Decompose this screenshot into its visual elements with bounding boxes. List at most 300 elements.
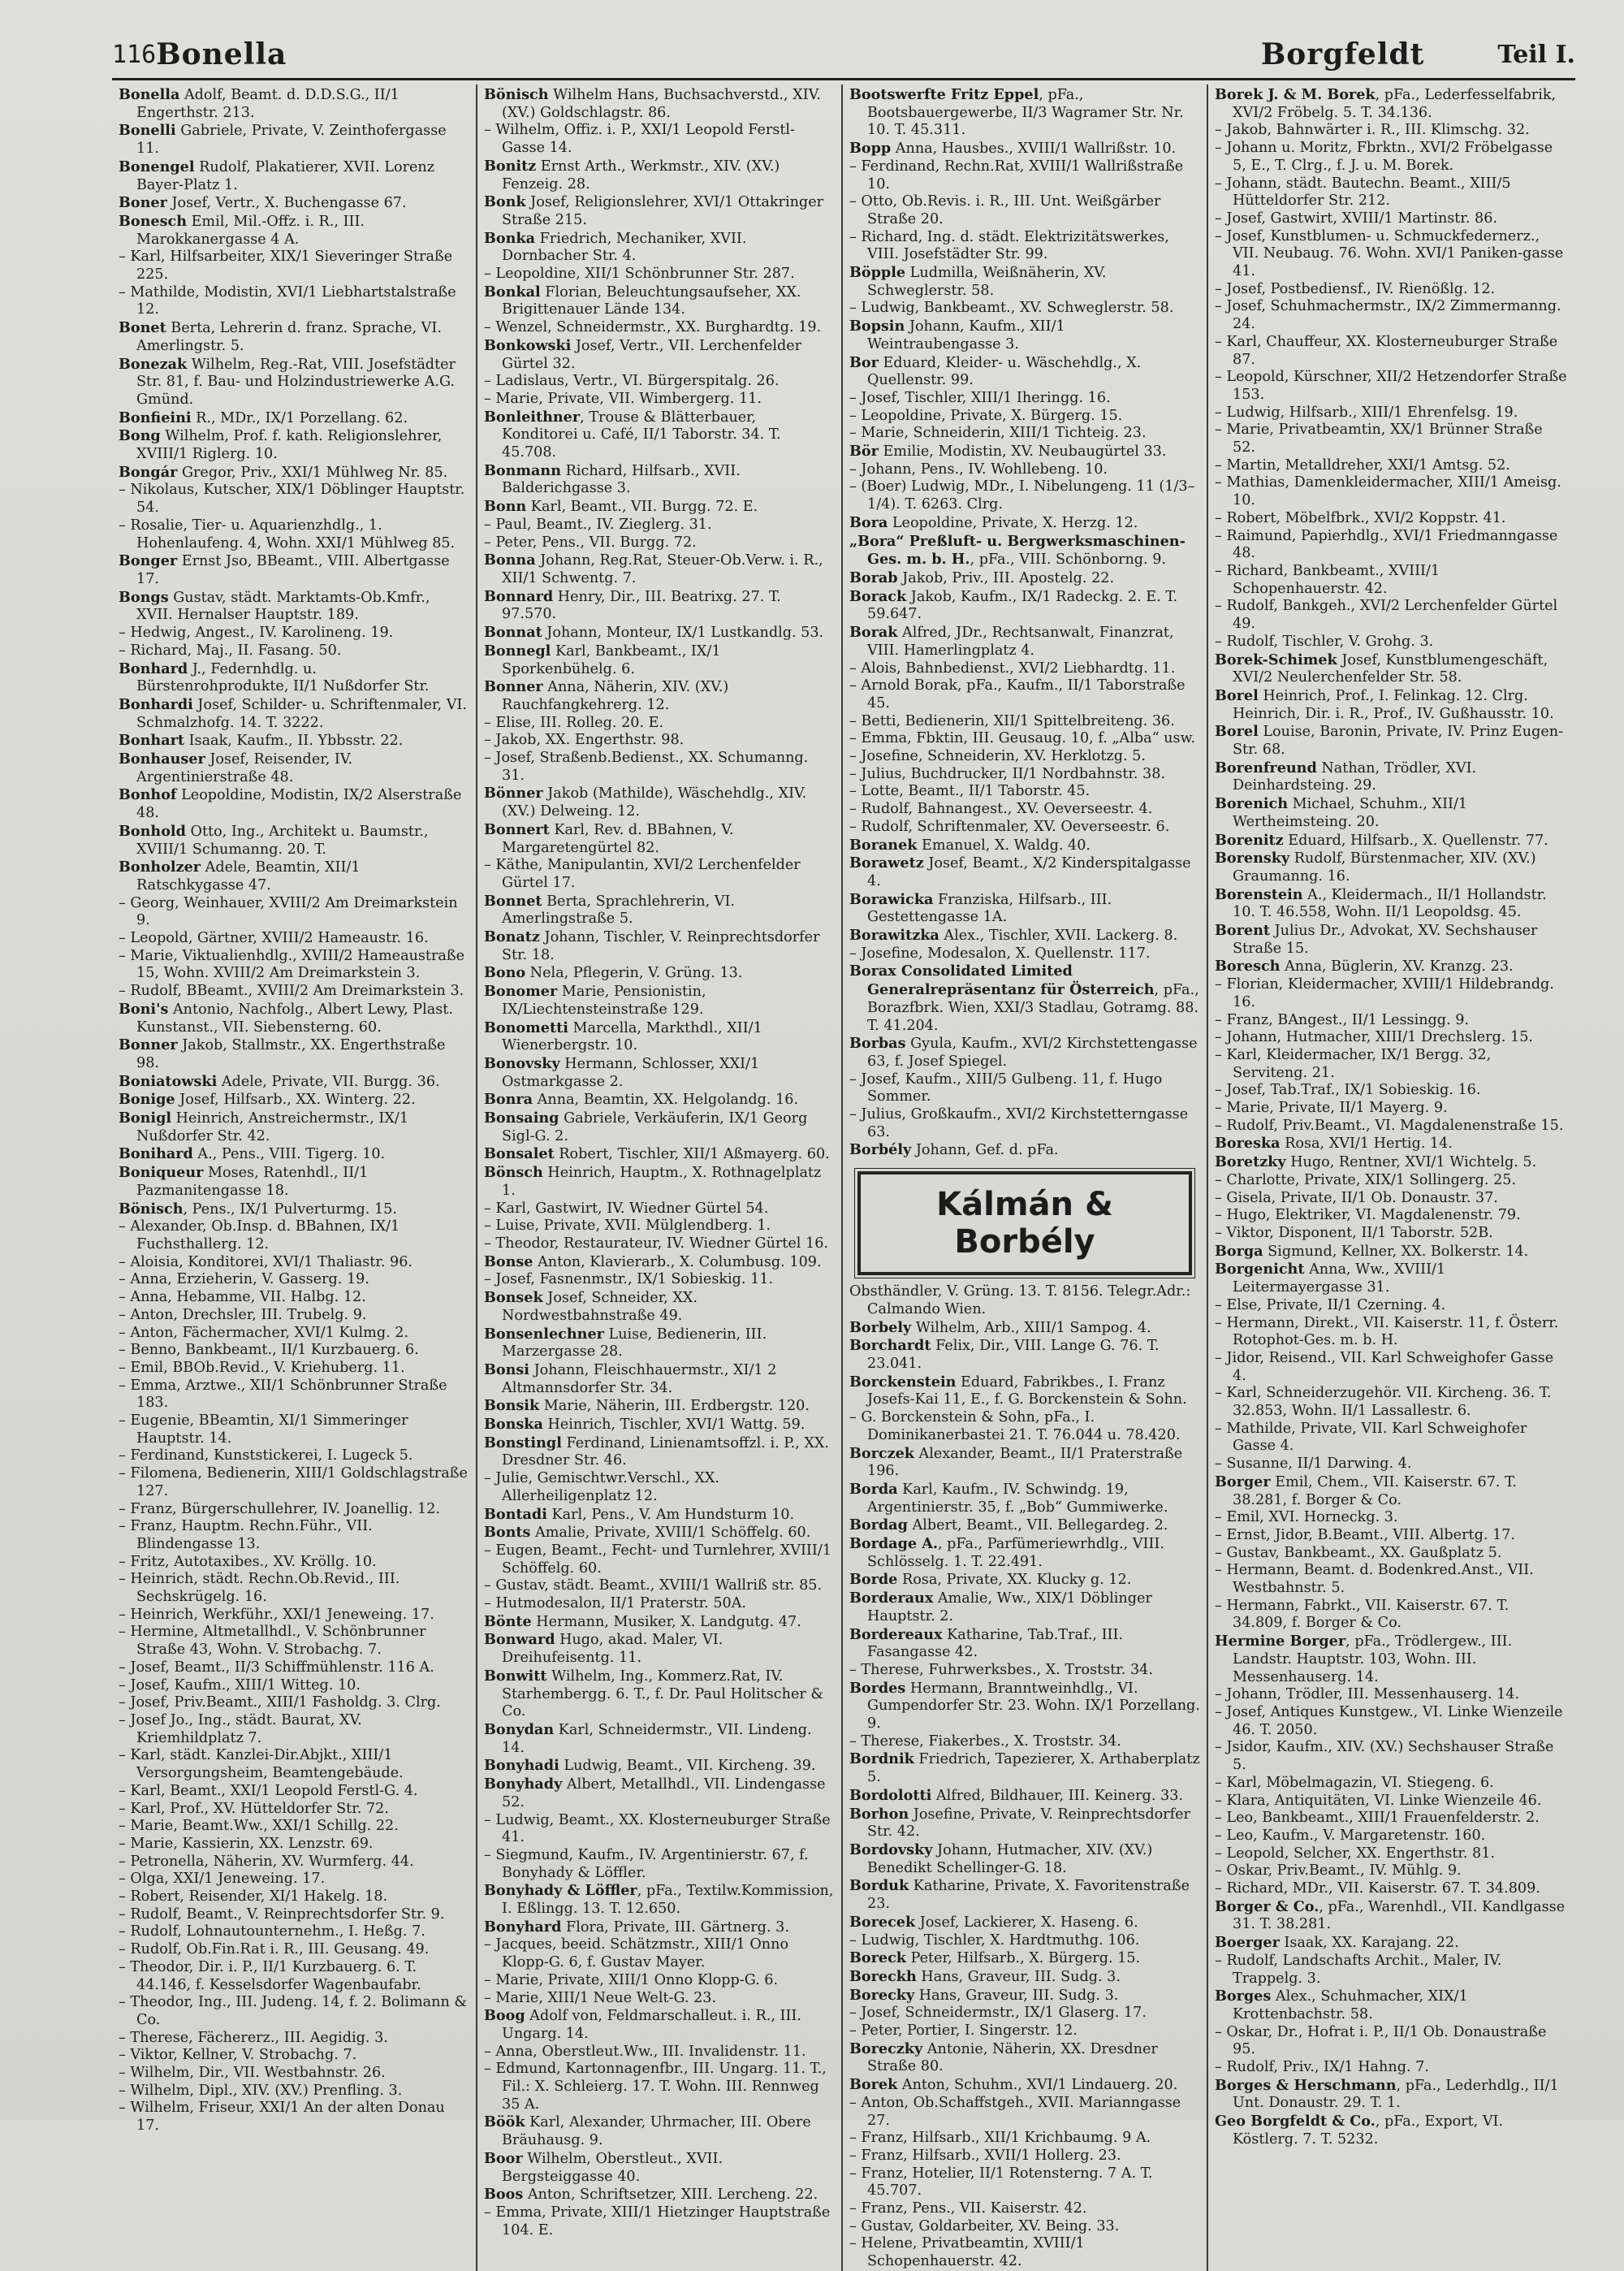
directory-entry xyxy=(1215,1012,1567,1030)
directory-entry xyxy=(484,1289,835,1325)
directory-entry xyxy=(484,2044,835,2061)
directory-entry xyxy=(484,624,835,642)
entry-surname: Bonnat xyxy=(484,624,542,642)
entry-surname: Geo Borgfeldt & Co. xyxy=(1215,2113,1376,2130)
entry-surname: Bonhardi xyxy=(119,695,193,713)
entry-surname: Böpple xyxy=(849,264,906,282)
directory-entry xyxy=(849,2235,1200,2270)
directory-entry xyxy=(1215,1527,1567,1545)
directory-entry xyxy=(484,1631,835,1667)
entry-surname: Borawitzka xyxy=(849,927,939,945)
entry-details: – Anton, Fächermacher, XVI/1 Kulmg. 2. xyxy=(119,1324,409,1341)
directory-entry xyxy=(119,1694,469,1712)
entry-details: Katharine, Private, X. Favoritenstraße 23. xyxy=(867,1878,1190,1913)
directory-entry xyxy=(484,283,835,319)
entry-details: – Theodor, Dir. i. P., II/1 Kurzbauerg. 6. T. 44.146, f. Kesselsdorfer Wagenbaufabr. xyxy=(119,1958,421,1993)
entry-details: – Anna, Hebamme, VII. Halbg. 12. xyxy=(119,1289,366,1306)
entry-surname: Bonsalet xyxy=(484,1145,555,1163)
entry-details: – Wilhelm, Friseur, XXI/1 An der alten Donau 17. xyxy=(119,2100,445,2135)
directory-entry xyxy=(119,1554,469,1572)
entry-details: Hermann, Schlosser, XXI/1 Ostmarkgasse 2. xyxy=(502,1055,760,1090)
entry-details: Katharine, Tab.Traf., III. Fasangasse 42. xyxy=(867,1626,1124,1661)
directory-entry xyxy=(849,1373,1200,1409)
entry-surname: Bonn xyxy=(484,498,527,516)
directory-entry xyxy=(1215,86,1567,122)
entry-details: – Peter, Pens., VII. Burgg. 72. xyxy=(484,534,697,551)
entry-details: – Eugen, Beamt., Fecht- und Turnlehrer, XVIII/1 Schöffelg. 60. xyxy=(484,1542,831,1577)
directory-entry xyxy=(119,1836,469,1854)
directory-entry xyxy=(484,1577,835,1595)
entry-surname: Bonelli xyxy=(119,122,176,140)
entry-surname: Bonigl xyxy=(119,1110,172,1127)
entry-details: – Leopold, Selcher, XX. Engerthstr. 81. xyxy=(1215,1845,1495,1862)
entry-details: – Franz, BAngest., II/1 Lessingg. 9. xyxy=(1215,1011,1470,1028)
directory-entry xyxy=(119,213,469,249)
entry-details: – Ernst, Jidor, B.Beamt., VIII. Albertg. 17. xyxy=(1215,1526,1515,1543)
entry-details: Anna, Ww., XVIII/1 Leitermayergasse 31. xyxy=(1233,1261,1446,1296)
entry-details: Marie, Pensionistin, IX/Liechtensteinstraße 129. xyxy=(502,984,706,1018)
directory-entry xyxy=(119,1801,469,1819)
directory-entry xyxy=(484,1470,835,1505)
entry-surname: Boreska xyxy=(1215,1135,1281,1153)
directory-entry xyxy=(1215,1100,1567,1118)
entry-surname: Bonnard xyxy=(484,587,554,605)
entry-details: – Rudolf, Priv., IX/1 Hahng. 7. xyxy=(1215,2059,1429,2076)
directory-entry xyxy=(1215,687,1567,723)
entry-details: – Karl, Chauffeur, XX. Klosterneuburger Straße 87. xyxy=(1215,333,1558,368)
entry-details: – Wilhelm, Offiz. i. P., XXI/1 Leopold Ferstl-Gasse 14. xyxy=(484,122,795,157)
entry-surname: Borawetz xyxy=(849,854,924,872)
entry-details: , Pens., IX/1 Pulverturmg. 15. xyxy=(183,1200,397,1218)
directory-entry xyxy=(119,1164,469,1200)
directory-entry xyxy=(119,1447,469,1465)
entry-surname: Bonsik xyxy=(484,1397,540,1415)
directory-entry xyxy=(849,408,1200,426)
entry-details: – Arnold Borak, pFa., Kaufm., II/1 Taborstraße 45. xyxy=(849,677,1186,712)
entry-surname: Bonitz xyxy=(484,157,537,175)
entry-surname: Borger xyxy=(1215,1473,1271,1490)
entry-details: Hans, Graveur, III. Sudg. 3. xyxy=(914,1987,1119,2004)
directory-entry xyxy=(1215,281,1567,299)
entry-surname: Borack xyxy=(849,587,907,605)
directory-entry xyxy=(484,1882,835,1918)
entry-details: Otto, Ing., Architekt u. Baumstr., XVIII/1 Schumanng. 20. T. xyxy=(136,823,429,858)
left-guide-word: Bonella xyxy=(156,37,287,71)
directory-entry xyxy=(484,1918,835,1937)
directory-entry xyxy=(1215,1793,1567,1810)
right-guide-word: Borgfeldt xyxy=(1260,37,1425,71)
directory-entry xyxy=(849,1516,1200,1535)
directory-entry xyxy=(484,732,835,750)
entry-details: , pFa., Bootsbauergewerbe, II/3 Wagramer Str. Nr. 10. T. 45.311. xyxy=(867,87,1184,139)
directory-entry xyxy=(1215,976,1567,1011)
directory-entry xyxy=(1215,886,1567,922)
directory-entry xyxy=(1215,528,1567,563)
directory-entry xyxy=(119,1342,469,1360)
entry-surname: Bootswerfte Fritz Eppel xyxy=(849,86,1039,103)
entry-details: Josef, Kunstblumengeschäft, XVI/2 Neulerchenfelder Str. 58. xyxy=(1233,651,1548,686)
entry-details: – Petronella, Näherin, XV. Wurmferg. 44. xyxy=(119,1853,414,1870)
directory-entry xyxy=(484,821,835,857)
entry-surname: Bonhauser xyxy=(119,751,205,768)
entry-details: – Hermann, Direkt., VII. Kaiserstr. 11, f. Österr. Rotophot-Ges. m. b. H. xyxy=(1215,1314,1559,1349)
directory-entry xyxy=(1215,1153,1567,1172)
entry-surname: Bonet xyxy=(119,319,166,337)
directory-entry xyxy=(484,1506,835,1525)
entry-surname: Boner xyxy=(119,194,167,212)
entry-details: Wilhelm, Ing., Kommerz.Rat, IV. Starhembergg. 6. T., f. Dr. Paul Holitscher & Co. xyxy=(502,1668,824,1720)
entry-surname: Bora xyxy=(849,513,888,531)
entry-surname: Bonsenlechner xyxy=(484,1325,604,1343)
directory-entry xyxy=(1215,1845,1567,1863)
entry-details: – Rudolf, BBeamt., XVIII/2 Am Dreimarkstein 3. xyxy=(119,983,464,1000)
column-3 xyxy=(843,84,1208,2271)
entry-details: – Paul, Beamt., IV. Zieglerg. 31. xyxy=(484,516,712,533)
entry-surname: Bonsi xyxy=(484,1360,529,1378)
entry-surname: Bonige xyxy=(119,1091,175,1109)
entry-details: Leopoldine, Modistin, IX/2 Alserstraße 48. xyxy=(136,787,462,822)
directory-entry xyxy=(119,1888,469,1906)
directory-entry xyxy=(119,696,469,732)
directory-entry xyxy=(1215,510,1567,528)
entry-details: – Lotte, Beamt., II/1 Taborstr. 45. xyxy=(849,783,1091,800)
directory-entry xyxy=(1215,1810,1567,1828)
entry-details: – Heinrich, Werkführ., XXI/1 Jeneweing. 17. xyxy=(119,1606,434,1623)
entry-surname: Borecky xyxy=(849,1986,915,2004)
directory-entry xyxy=(1215,457,1567,475)
directory-entry xyxy=(484,2204,835,2239)
entry-details: – Julius, Großkaufm., XVI/2 Kirchstetterngasse 63. xyxy=(849,1106,1189,1140)
directory-entry xyxy=(484,2186,835,2204)
entry-surname: Boreczky xyxy=(849,2040,923,2057)
directory-entry xyxy=(119,983,469,1001)
entry-details: – Josef, Priv.Beamt., XIII/1 Fasholdg. 3. Clrg. xyxy=(119,1694,441,1711)
entry-details: , pFa., Trödlergew., III. Landstr. Hauptstr. 103, Wohn. III. Messenhauserg. 14. xyxy=(1233,1633,1513,1685)
entry-details: – Josef, Fasnenmstr., IX/1 Sobieskig. 11. xyxy=(484,1271,774,1288)
directory-entry xyxy=(119,1145,469,1164)
entry-details: – Rudolf, Tischler, V. Grohg. 3. xyxy=(1215,633,1434,650)
entry-details: – Jakob, Bahnwärter i. R., III. Klimschg. 32. xyxy=(1215,122,1530,139)
entry-details: – Therese, Fuhrwerksbes., X. Troststr. 34. xyxy=(849,1661,1153,1678)
entry-details: Antonio, Nachfolg., Albert Lewy, Plast. Kunstanst., VII. Siebensterng. 60. xyxy=(136,1001,453,1036)
entry-details: Marcella, Markthdl., XII/1 Wienerbergstr. 10. xyxy=(502,1019,762,1054)
entry-details: – Ludwig, Bankbeamt., XV. Schweglerstr. 58. xyxy=(849,300,1174,317)
directory-entry xyxy=(484,1397,835,1416)
entry-details: – Robert, Reisender, XI/1 Hakelg. 18. xyxy=(119,1888,388,1905)
entry-details: Josef, Religionslehrer, XVI/1 Ottakringer Straße 215. xyxy=(502,194,824,228)
entry-details: – Leopoldine, Private, X. Bürgerg. 15. xyxy=(849,407,1123,424)
directory-entry xyxy=(1215,1473,1567,1509)
directory-entry xyxy=(119,1110,469,1145)
entry-surname: Boerger xyxy=(1215,1934,1280,1952)
directory-entry xyxy=(119,122,469,158)
directory-entry xyxy=(119,249,469,283)
page-number: 116 xyxy=(112,40,157,69)
entry-details: – Florian, Kleidermacher, XVIII/1 Hildebrandg. 16. xyxy=(1215,976,1554,1010)
entry-details: – Franz, Hotelier, II/1 Rotensterng. 7 A. T. 45.707. xyxy=(849,2165,1153,2200)
entry-details: , pFa., Export, VI. Köstlerg. 7. T. 5232. xyxy=(1233,2113,1504,2148)
entry-details: – Anton, Drechsler, III. Trubelg. 9. xyxy=(119,1306,367,1323)
entry-details: – Ferdinand, Kunststickerei, I. Lugeck 5. xyxy=(119,1447,413,1464)
directory-entry xyxy=(484,642,835,678)
entry-details: R., MDr., IX/1 Porzellang. 62. xyxy=(191,409,408,426)
directory-entry xyxy=(484,158,835,193)
entry-surname: Bönisch xyxy=(484,86,549,103)
entry-surname: Hermine Borger xyxy=(1215,1633,1346,1650)
directory-entry xyxy=(1215,122,1567,140)
entry-details: Isaak, XX. Karajang. 22. xyxy=(1279,1935,1459,1952)
entry-surname: Bonezak xyxy=(119,355,188,373)
entry-details: – Hedwig, Angest., IV. Karolineng. 19. xyxy=(119,625,394,642)
entry-details: Alfred, JDr., Rechtsanwalt, Finanzrat, VIII. Hamerlingplatz 4. xyxy=(867,625,1174,659)
directory-entry xyxy=(1215,1545,1567,1563)
entry-surname: Borbély xyxy=(849,1141,912,1159)
entry-details: Heinrich, Hauptm., X. Rothnagelplatz 1. xyxy=(502,1165,822,1199)
entry-surname: Borhon xyxy=(849,1805,909,1823)
entry-details: – Else, Private, II/1 Czerning. 4. xyxy=(1215,1296,1446,1313)
directory-entry xyxy=(484,1416,835,1434)
directory-entry xyxy=(849,478,1200,513)
directory-entry xyxy=(484,1936,835,1971)
directory-entry xyxy=(484,1326,835,1361)
directory-entry xyxy=(1215,2024,1567,2059)
entry-surname: Boni's xyxy=(119,1000,169,1018)
directory-entry xyxy=(119,786,469,822)
entry-details: – Viktor, Kellner, V. Strobachg. 7. xyxy=(119,2047,357,2064)
entry-surname: Borchardt xyxy=(849,1337,931,1355)
directory-entry xyxy=(119,859,469,894)
entry-details: – Charlotte, Private, XIX/1 Sollingerg. 25. xyxy=(1215,1171,1517,1188)
entry-surname: Borenitz xyxy=(1215,831,1284,849)
entry-details: Anna, Näherin, XIV. (XV.) Rauchfangkehrerg. 12. xyxy=(502,679,729,713)
entry-details: – Johann u. Moritz, Fbrktn., XVI/2 Fröbelgasse 5, E., T. Clrg., f. J. u. M. Borek. xyxy=(1215,140,1553,174)
directory-entry xyxy=(484,2061,835,2113)
advertisement-text: Kálmán & Borbély xyxy=(936,1186,1113,1261)
entry-surname: Bonomer xyxy=(484,983,558,1001)
directory-entry xyxy=(484,678,835,714)
entry-details: – Viktor, Disponent, II/1 Taborstr. 52B. xyxy=(1215,1225,1493,1241)
directory-entry xyxy=(849,390,1200,408)
entry-details: – Josef, Tischler, XIII/1 Iheringg. 16. xyxy=(849,389,1111,406)
entry-details: – Josef, Straßenb.Bedienst., XX. Schumanng. 31. xyxy=(484,750,809,784)
entry-details: Rudolf, Bürstenmacher, XIV. (XV.) Graumanng. 16. xyxy=(1233,850,1536,885)
directory-entry xyxy=(119,1501,469,1519)
directory-entry xyxy=(849,1337,1200,1373)
directory-entry xyxy=(119,1659,469,1677)
entry-surname: Borbas xyxy=(849,1035,906,1053)
directory-entry xyxy=(849,1481,1200,1516)
entry-details: – Richard, MDr., VII. Kaiserstr. 67. T. 34.809. xyxy=(1215,1880,1540,1897)
entry-details: Marie, Näherin, III. Erdbergstr. 120. xyxy=(539,1398,810,1415)
entry-details: – Gisela, Private, II/1 Ob. Donaustr. 37. xyxy=(1215,1189,1498,1206)
entry-details: – Marie, Beamt.Ww., XXI/1 Schillg. 22. xyxy=(119,1818,399,1835)
entry-details: – Josef, Tab.Traf., IX/1 Sobieskig. 16. xyxy=(1215,1082,1481,1099)
directory-entry xyxy=(1215,1118,1567,1136)
entry-surname: Bonka xyxy=(484,229,535,247)
directory-entry xyxy=(119,158,469,194)
entry-details: J., Federnhdlg. u. Bürstenrohprodukte, II/1 Nußdorfer Str. xyxy=(136,660,430,695)
directory-entry xyxy=(484,122,835,157)
directory-entry xyxy=(119,589,469,625)
entry-surname: Bopsin xyxy=(849,318,905,335)
entry-details: Adolf, Beamt. d. D.D.S.G., II/1 Engerthstr. 213. xyxy=(136,87,400,121)
directory-entry xyxy=(1215,1421,1567,1456)
directory-entry xyxy=(849,354,1200,390)
directory-entry xyxy=(119,1747,469,1782)
entry-details: – Franz, Hilfsarb., XII/1 Krichbaumg. 9 A. xyxy=(849,2130,1151,2147)
entry-details: , pFa., Textilw.Kommission, I. Eßlingg. 13. T. 12.650. xyxy=(502,1883,834,1918)
entry-surname: Borent xyxy=(1215,922,1270,940)
directory-entry xyxy=(849,2200,1200,2218)
entry-details: Heinrich, Prof., I. Felinkag. 12. Clrg. Heinrich, Dir. i. R., Prof., IV. Gußhausstr. 10. xyxy=(1233,687,1554,722)
entry-details: Ernst Arth., Werkmstr., XIV. (XV.) Fenzeig. 28. xyxy=(502,158,780,192)
entry-surname: Bontadi xyxy=(484,1505,547,1523)
entry-details: – Siegmund, Kaufm., IV. Argentinierstr. 67, f. Bonyhady & Löffler. xyxy=(484,1846,809,1881)
entry-details: Josef, Schilder- u. Schriftenmaler, VI. Schmalzhofg. 14. T. 3222. xyxy=(136,696,467,731)
directory-entry xyxy=(1215,1082,1567,1100)
entry-surname: Bonella xyxy=(119,86,180,103)
directory-entry xyxy=(119,1360,469,1378)
entry-details: – Olga, XXI/1 Jeneweing. 17. xyxy=(119,1871,326,1888)
directory-entry xyxy=(484,409,835,462)
entry-details: – Julius, Buchdrucker, II/1 Nordbahnstr. 38. xyxy=(849,765,1166,782)
entry-details: Johann, Tischler, V. Reinprechtsdorfer Str. 18. xyxy=(502,929,820,963)
entry-surname: Bonydan xyxy=(484,1720,555,1738)
directory-entry xyxy=(1215,1880,1567,1898)
directory-entry xyxy=(119,427,469,463)
entry-details: – Marie, Private, XIII/1 Onno Klopp-G. 6. xyxy=(484,1971,779,1988)
entry-details: – Rosalie, Tier- u. Aquarienzhdlg., 1. Hohenlaufeng. 4, Wohn. XXI/1 Mühlweg 85. xyxy=(119,517,456,552)
entry-surname: Bonyhady xyxy=(484,1776,563,1793)
entry-details: – Fritz, Autotaxibes., XV. Kröllg. 10. xyxy=(119,1553,377,1570)
directory-entry xyxy=(484,983,835,1019)
directory-entry xyxy=(119,1871,469,1888)
entry-details: – Eugenie, BBeamtin, XI/1 Simmeringer Hauptstr. 14. xyxy=(119,1412,408,1447)
directory-columns xyxy=(112,84,1574,2270)
entry-details: – Ludwig, Tischler, X. Hardtmuthg. 106. xyxy=(849,1931,1140,1949)
directory-entry xyxy=(119,732,469,751)
entry-details: – Karl, Prof., XV. Hütteldorfer Str. 72. xyxy=(119,1800,389,1817)
entry-details: – Josefine, Schneiderin, XV. Herklotzg. 5. xyxy=(849,748,1146,765)
directory-entry xyxy=(849,588,1200,624)
directory-entry xyxy=(484,1812,835,1847)
entry-details: Isaak, Kaufm., II. Ybbsstr. 22. xyxy=(184,733,404,750)
directory-entry xyxy=(484,1721,835,1757)
entry-details: – Klara, Antiquitäten, VI. Linke Wienzeile 46. xyxy=(1215,1792,1542,1809)
directory-entry xyxy=(119,751,469,786)
directory-entry xyxy=(119,625,469,642)
entry-surname: Borckenstein xyxy=(849,1373,957,1391)
directory-entry xyxy=(1215,422,1567,456)
directory-entry xyxy=(849,945,1200,963)
directory-entry xyxy=(849,569,1200,588)
directory-entry xyxy=(849,1787,1200,1806)
directory-entry xyxy=(849,2095,1200,2130)
entry-details: – Alexander, Ob.Insp. d. BBahnen, IX/1 Fuchsthallerg. 12. xyxy=(119,1218,400,1252)
directory-entry xyxy=(484,785,835,820)
entry-details: – Jidor, Reisend., VII. Karl Schweighofer Gasse 4. xyxy=(1215,1349,1554,1384)
directory-entry xyxy=(849,2022,1200,2040)
entry-surname: Bönisch xyxy=(119,1200,184,1218)
directory-entry xyxy=(849,1841,1200,1877)
directory-entry xyxy=(484,1972,835,1990)
entry-surname: Borges & Herschmann xyxy=(1215,2076,1397,2094)
entry-details: – Karl, Hilfsarbeiter, XIX/1 Sieveringer Straße 225. xyxy=(119,249,453,283)
entry-surname: Bonska xyxy=(484,1416,543,1434)
entry-surname: Boniatowski xyxy=(119,1072,218,1090)
entry-surname: Bonkowski xyxy=(484,336,572,354)
entry-surname: Bonsaing xyxy=(484,1110,559,1127)
entry-surname: Bonsek xyxy=(484,1289,543,1307)
entry-details: Anna, Hausbes., XVIII/1 Wallrißstr. 10. xyxy=(891,141,1177,158)
entry-details: Karl, Alexander, Uhrmacher, III. Obere Bräuhausg. 9. xyxy=(502,2114,811,2149)
entry-surname: Borek-Schimek xyxy=(1215,651,1337,668)
entry-surname: Bonhof xyxy=(119,786,177,804)
entry-details: – Franz, Pens., VII. Kaiserstr. 42. xyxy=(849,2200,1087,2217)
entry-surname: Bonhart xyxy=(119,732,184,750)
entry-details: – Josef, Schuhmachermstr., IX/2 Zimmermanng. 24. xyxy=(1215,298,1561,333)
entry-details: Josef, Vertr., VII. Lerchenfelder Gürtel 32. xyxy=(502,337,802,372)
directory-entry xyxy=(1215,1047,1567,1082)
directory-entry xyxy=(849,783,1200,801)
entry-details: – Heinrich, städt. Rechn.Ob.Revid., III. Sechskrügelg. 16. xyxy=(119,1571,400,1606)
directory-entry xyxy=(1215,210,1567,228)
entry-details: – Franz, Hauptm. Rechn.Führ., VII. Blindengasse 13. xyxy=(119,1518,373,1552)
entry-details: – Emma, Arztwe., XII/1 Schönbrunner Straße 183. xyxy=(119,1377,447,1412)
entry-details: – Marie, Viktualienhdlg., XVIII/2 Hameaustraße 15, Wohn. XVIII/2 Am Dreimarkstein 3. xyxy=(119,947,465,982)
entry-details: Friedrich, Mechaniker, XVII. Dornbacher Str. 4. xyxy=(502,230,747,265)
entry-details: Alfred, Bildhauer, III. Keinerg. 33. xyxy=(931,1787,1183,1804)
entry-details: – Rudolf, Ob.Fin.Rat i. R., III. Geusang. 49. xyxy=(119,1941,430,1958)
entry-details: Wilhelm, Arb., XIII/1 Sampog. 4. xyxy=(911,1319,1151,1336)
entry-details: Obsthändler, V. Grüng. 13. T. 8156. Telegr.Adr.: Calmando Wien. xyxy=(849,1283,1191,1317)
directory-entry xyxy=(119,2100,469,2135)
entry-surname: Borenstein xyxy=(1215,885,1303,903)
directory-entry xyxy=(1215,1862,1567,1880)
entry-details: – Richard, Maj., II. Fasang. 50. xyxy=(119,642,342,659)
entry-details: – Karl, Möbelmagazin, VI. Stiegeng. 6. xyxy=(1215,1774,1494,1791)
entry-surname: Bonhold xyxy=(119,822,186,840)
entry-details: Felix, Dir., VIII. Lange G. 76. T. 23.041. xyxy=(867,1338,1160,1372)
entry-details: – Marie, Kassierin, XX. Lenzstr. 69. xyxy=(119,1835,374,1852)
entry-details: – Josef, Kaufm., XIII/1 Witteg. 10. xyxy=(119,1676,361,1694)
entry-surname: Borel xyxy=(1215,723,1259,741)
entry-details: Jakob, Kaufm., IX/1 Radeckg. 2. E. T. 59.647. xyxy=(867,588,1178,623)
entry-details: – Jacques, beeid. Schätzmstr., XIII/1 Onno Klopp-G. 6, f. Gustav Mayer. xyxy=(484,1936,789,1971)
entry-details: Josef, Reisender, IV. Argentinierstraße 48. xyxy=(136,751,353,785)
entry-details: Johann, Gef. d. pFa. xyxy=(911,1142,1059,1159)
entry-details: – Leopold, Kürschner, XII/2 Hetzendorfer Straße 153. xyxy=(1215,369,1567,403)
entry-surname: Bordage A. xyxy=(849,1535,938,1553)
directory-entry xyxy=(1215,369,1567,404)
entry-surname: Borde xyxy=(849,1571,898,1589)
entry-surname: Borbely xyxy=(849,1318,912,1336)
directory-entry xyxy=(119,1001,469,1036)
entry-details: – Gustav, Bankbeamt., XX. Gaußplatz 5. xyxy=(1215,1544,1502,1561)
entry-details: Eduard, Kleider- u. Wäschehdlg., X. Quellenstr. 99. xyxy=(867,354,1142,389)
entry-surname: Borak xyxy=(849,624,898,642)
entry-details: Hugo, akad. Maler, VI. Dreihufeisentg. 11. xyxy=(502,1632,723,1667)
entry-surname: Bongs xyxy=(119,588,169,606)
column-4 xyxy=(1208,84,1574,2271)
entry-surname: Bönsch xyxy=(484,1164,543,1182)
directory-entry xyxy=(119,1271,469,1289)
entry-details: Rosa, XVI/1 Hertig. 14. xyxy=(1280,1136,1453,1153)
directory-entry xyxy=(119,1218,469,1253)
directory-entry xyxy=(484,1253,835,1272)
entry-details: – Leo, Kaufm., V. Margaretenstr. 160. xyxy=(1215,1827,1486,1844)
entry-details: Richard, Hilfsarb., XVII. Balderichgasse 3. xyxy=(502,462,741,497)
